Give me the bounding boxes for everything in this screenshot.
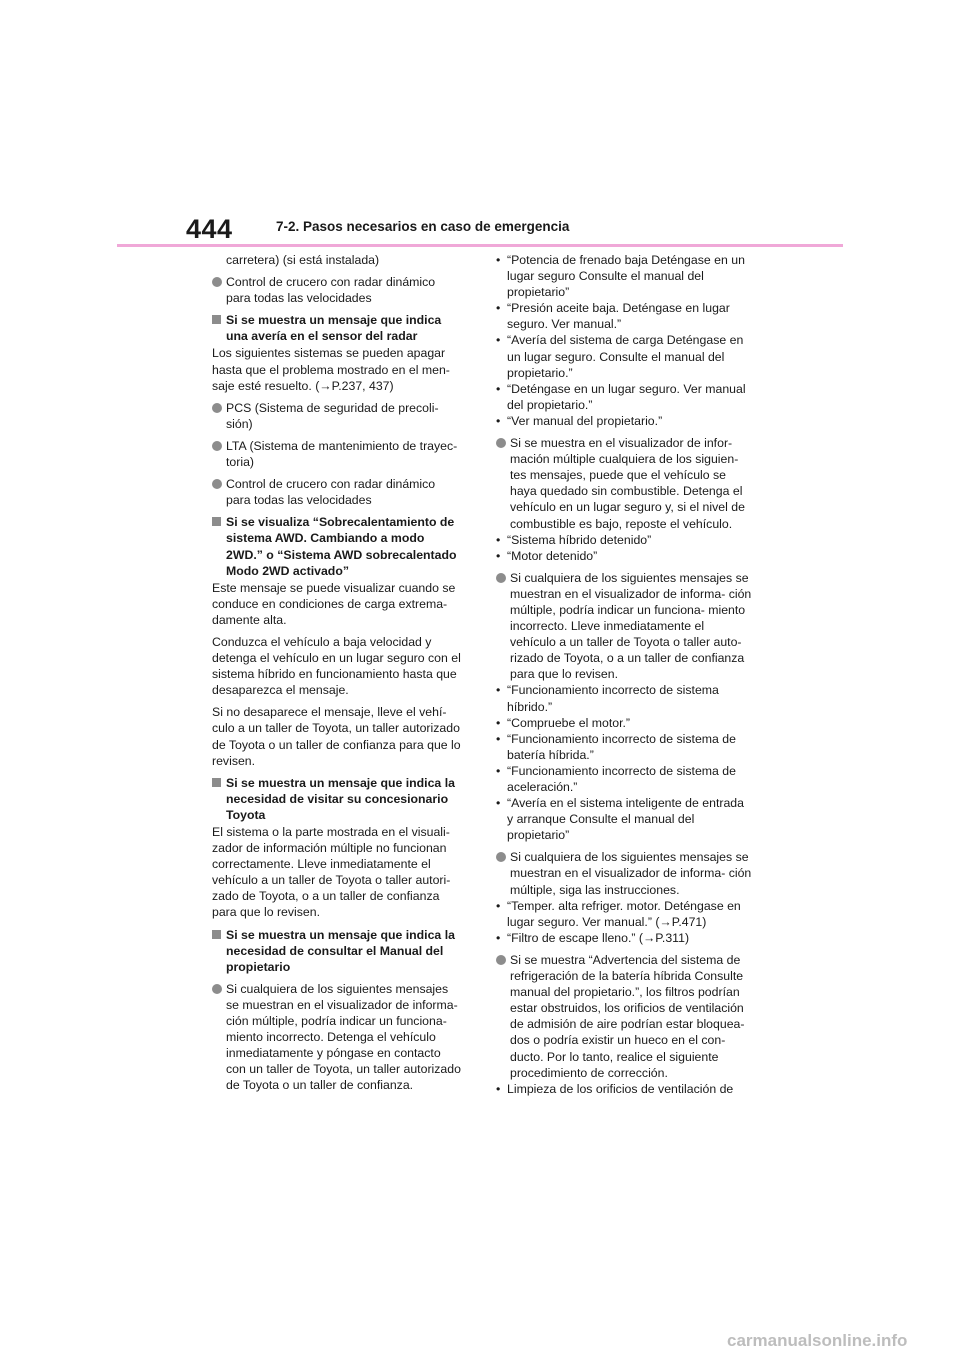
paragraph: El sistema o la parte mostrada en el visuali- zador de información múltiple no funcionan correctamente. Lleve inmediatamente el vehículo a un taller de Toyota o taller autori- zado de Toyota, o a un taller de confianza para que lo revisen.: [212, 825, 451, 920]
round-bullet-icon: [212, 441, 222, 451]
round-bullet-icon: [496, 852, 506, 862]
list-item: [496, 682, 752, 714]
page-number: 444: [186, 214, 233, 244]
bullet-mark: •: [496, 763, 501, 778]
paragraph: Si no desaparece el mensaje, lleve el vehí- culo a un taller de Toyota, un taller autorizado de Toyota o un taller de confianza para que lo revisen.: [212, 705, 461, 768]
bullet-mark: •: [496, 930, 501, 945]
bullet-mark: •: [496, 413, 501, 428]
bullet-mark: •: [496, 253, 501, 267]
list-item-text: Limpieza de los orificios de ventilación de: [507, 1081, 734, 1096]
heading-text: Si se muestra un mensaje que indica la necesidad de visitar su concesionario Toyota: [226, 775, 455, 822]
bullet-mark: •: [496, 796, 501, 811]
round-bullet-icon: [212, 984, 222, 994]
bullet-mark: •: [496, 683, 501, 698]
list-item: [496, 413, 752, 429]
right-column: [496, 252, 752, 1103]
heading-text: Si se visualiza “Sobrecalentamiento de sistema AWD. Cambiando a modo 2WD.” o “Sistema AWD sobrecalentado Modo 2WD activado”: [226, 515, 457, 578]
bullet-mark: •: [496, 731, 501, 746]
bullet-item: [212, 400, 462, 432]
round-bullet-icon: [496, 955, 506, 965]
list-item-text: “Motor detenido”: [507, 548, 598, 563]
bullet-mark: •: [496, 381, 501, 396]
bullet-text: Control de crucero con radar dinámico para todas las velocidades: [226, 477, 436, 508]
list-item-text: “Potencia de frenado baja Deténgase en un lugar seguro Consulte el manual del propietario”: [507, 253, 745, 300]
bullet-text: Si se muestra “Advertencia del sistema de refrigeración de la batería híbrida Consulte manual del propietario.”, los filtros podrían estar obstruidos, los orificios de ventilación de admisión de aire podrían estar bloquea- dos o podría existir un hueco en el con- ducto. Por lo tanto, realice el siguiente procedimiento de corrección.: [510, 952, 745, 1080]
square-bullet-icon: [212, 778, 221, 787]
list-item-text: “Sistema híbrido detenido”: [507, 532, 652, 547]
message-list: [496, 1081, 752, 1097]
bullet-text: LTA (Sistema de mantenimiento de trayec- toria): [226, 438, 458, 470]
list-item-text: “Ver manual del propietario.”: [507, 413, 663, 428]
list-item-text: “Presión aceite baja. Deténgase en lugar seguro. Ver manual.”: [507, 301, 730, 332]
list-item-text: “Avería del sistema de carga Deténgase en un lugar seguro. Consulte el manual del propietario.”: [507, 333, 744, 380]
bullet-item: [496, 435, 752, 564]
bullet-mark: •: [496, 898, 501, 913]
list-item: [496, 548, 752, 564]
bullet-text: Si cualquiera de los siguientes mensajes se muestran en el visualizador de informa- ción múltiple, podría indicar un funciona- miento incorrecto. Detenga el vehículo inmediatamente y póngase en contacto con un taller de Toyota, un taller autorizado de Toyota o un taller de confianza.: [226, 981, 461, 1093]
list-item-text: “Temper. alta refriger. motor. Deténgase en lugar seguro. Ver manual.” (→P.471): [507, 898, 741, 929]
header-rule: [117, 244, 843, 247]
continued-text: carretera) (si está instalada): [226, 253, 380, 267]
list-item: [496, 795, 752, 843]
heading-text: Si se muestra un mensaje que indica una avería en el sensor del radar: [226, 313, 442, 344]
list-item: [496, 332, 752, 380]
bullet-item: [212, 438, 462, 470]
list-item-text: “Funcionamiento incorrecto de sistema de batería híbrida.”: [507, 731, 736, 762]
list-item: [496, 715, 752, 731]
bullet-mark: •: [496, 715, 501, 730]
list-item: [496, 300, 752, 332]
bullet-text: Si cualquiera de los siguientes mensajes se muestran en el visualizador de informa- ción múltiple, siga las instrucciones.: [510, 850, 752, 897]
bullet-item: [496, 570, 752, 844]
bullet-mark: •: [496, 333, 501, 348]
watermark: carmanualsonline.info: [727, 1331, 908, 1350]
square-bullet-icon: [212, 930, 221, 939]
list-item: [496, 1081, 752, 1097]
message-list: [496, 252, 752, 429]
bullet-item: [496, 952, 752, 1097]
section-title: 7-2. Pasos necesarios en caso de emergencia: [276, 219, 570, 234]
list-item: [496, 731, 752, 763]
bullet-item: [212, 981, 462, 1094]
message-list: [496, 898, 752, 946]
message-list: [496, 682, 752, 843]
paragraph: Este mensaje se puede visualizar cuando se conduce en condiciones de carga extrema- damente alta.: [212, 580, 456, 627]
paragraph: Los siguientes sistemas se pueden apagar hasta que el problema mostrado en el men- saje esté resuelto. (→P.237, 437): [212, 346, 450, 393]
round-bullet-icon: [212, 277, 222, 287]
square-bullet-icon: [212, 315, 221, 324]
section-heading: [212, 312, 462, 344]
list-item-text: “Funcionamiento incorrecto de sistema de aceleración.”: [507, 763, 736, 794]
list-item-text: “Compruebe el motor.”: [507, 715, 631, 730]
list-item: [496, 930, 752, 946]
list-item-text: “Avería en el sistema inteligente de entrada y arranque Consulte el manual del propietario”: [507, 796, 744, 843]
bullet-text: Control de crucero con radar dinámico para todas las velocidades: [226, 275, 436, 306]
list-item: [496, 252, 752, 300]
list-item: [496, 898, 752, 930]
round-bullet-icon: [496, 438, 506, 448]
square-bullet-icon: [212, 517, 221, 526]
bullet-text: Si se muestra en el visualizador de infor- mación múltiple cualquiera de los siguien- tes mensajes, puede que el vehículo se haya quedado sin combustible. Detenga el vehículo en un lugar seguro y, si el nivel de combustible es bajo, reposte el vehículo.: [510, 436, 745, 531]
round-bullet-icon: [212, 403, 222, 413]
message-list: [496, 532, 752, 564]
heading-text: Si se muestra un mensaje que indica la necesidad de consultar el Manual del propietario: [226, 927, 455, 974]
paragraph: Conduzca el vehículo a baja velocidad y detenga el vehículo en un lugar seguro con el sistema híbrido en funcionamiento hasta que desaparezca el mensaje.: [212, 634, 461, 698]
bullet-item: [496, 849, 752, 946]
list-item: [496, 381, 752, 413]
round-bullet-icon: [212, 479, 222, 489]
list-item-text: “Funcionamiento incorrecto de sistema híbrido.”: [507, 683, 719, 714]
list-item-text: “Deténgase en un lugar seguro. Ver manual del propietario.”: [507, 381, 746, 412]
list-item: [496, 532, 752, 548]
bullet-text: Si cualquiera de los siguientes mensajes se muestran en el visualizador de informa- ción múltiple, podría indicar un funciona- miento incorrecto. Lleve inmediatamente el vehículo a un taller de Toyota o taller auto- rizado de Toyota, o a un taller de confianza para que lo revisen.: [510, 570, 752, 682]
section-heading: [212, 927, 462, 975]
section-heading: [212, 775, 462, 823]
bullet-text: PCS (Sistema de seguridad de precoli- sión): [226, 400, 439, 431]
bullet-item: [212, 476, 462, 508]
left-column: [212, 252, 462, 1100]
section-heading: [212, 514, 462, 578]
list-item: [496, 763, 752, 795]
list-item-text: “Filtro de escape lleno.” (→P.311): [507, 930, 690, 945]
bullet-mark: •: [496, 548, 501, 563]
bullet-mark: •: [496, 301, 501, 316]
bullet-mark: •: [496, 532, 501, 547]
round-bullet-icon: [496, 573, 506, 583]
bullet-item: [212, 274, 462, 306]
bullet-mark: •: [496, 1081, 501, 1096]
